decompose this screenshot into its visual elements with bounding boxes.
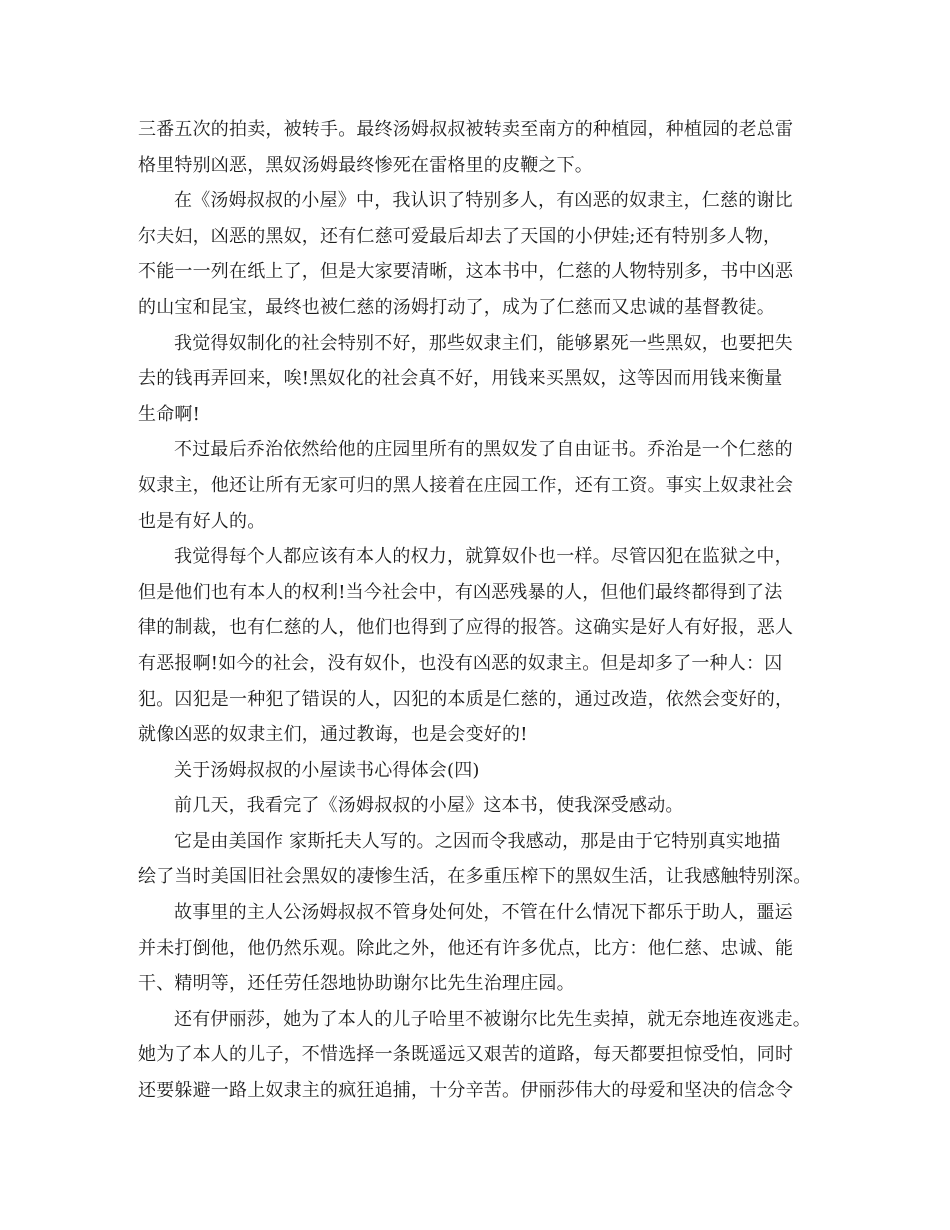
text-line: 奴隶主，他还让所有无家可归的黑人接着在庄园工作，还有工资。事实上奴隶社会	[138, 474, 794, 496]
text-line: 就像凶恶的奴隶主们，通过教诲，也是会变好的!	[138, 724, 528, 746]
text-line: 还要躲避一路上奴隶主的疯狂追捕，十分辛苦。伊丽莎伟大的母爱和坚决的信念令	[138, 1080, 794, 1102]
text-line: 我觉得每个人都应该有本人的权力，就算奴仆也一样。尽管囚犯在监狱之中，	[174, 546, 793, 568]
text-line: 在《汤姆叔叔的小屋》中，我认识了特别多人，有凶恶的奴隶主，仁慈的谢比	[174, 190, 793, 212]
text-line: 还有伊丽莎，她为了本人的儿子哈里不被谢尔比先生卖掉，就无奈地连夜逃走。	[174, 1008, 811, 1030]
text-line: 生命啊!	[138, 403, 201, 425]
text-line: 它是由美国作 家斯托夫人写的。之因而令我感动，那是由于它特别真实地描	[174, 830, 781, 852]
text-line: 三番五次的拍卖，被转手。最终汤姆叔叔被转卖至南方的种植园，种植园的老总雷	[138, 119, 794, 140]
text-line: 律的制裁，也有仁慈的人，他们也得到了应得的报答。这确实是好人有好报，恶人	[138, 617, 794, 639]
text-line: 犯。囚犯是一种犯了错误的人，囚犯的本质是仁慈的，通过改造，依然会变好的，	[138, 688, 794, 710]
text-line: 格里特别凶恶，黑奴汤姆最终惨死在雷格里的皮鞭之下。	[138, 154, 593, 176]
text-line: 也是有好人的。	[138, 510, 266, 532]
text-line: 故事里的主人公汤姆叔叔不管身处何处，不管在什么情况下都乐于助人，噩运	[174, 902, 793, 924]
text-line: 前几天，我看完了《汤姆叔叔的小屋》这本书，使我深受感动。	[174, 795, 684, 817]
text-line: 我觉得奴制化的社会特别不好，那些奴隶主们，能够累死一些黑奴，也要把失	[174, 332, 793, 354]
text-line: 尔夫妇，凶恶的黑奴，还有仁慈可爱最后却去了天国的小伊娃;还有特别多人物，	[138, 225, 782, 247]
text-line: 去的钱再弄回来，唉!黑奴化的社会真不好，用钱来买黑奴，这等因而用钱来衡量	[138, 368, 783, 390]
text-line: 关于汤姆叔叔的小屋读书心得体会(四)	[174, 759, 480, 781]
text-line: 干、精明等，还任劳任怨地协助谢尔比先生治理庄园。	[138, 973, 575, 995]
text-line: 她为了本人的儿子，不惜选择一条既遥远又艰苦的道路，每天都要担惊受怕，同时	[138, 1044, 794, 1066]
text-line: 不能一一列在纸上了，但是大家要清晰，这本书中，仁慈的人物特别多，书中凶恶	[138, 261, 794, 283]
text-line: 但是他们也有本人的权利!当今社会中，有凶恶残暴的人，但他们最终都得到了法	[138, 581, 783, 603]
text-line: 有恶报啊!如今的社会，没有奴仆，也没有凶恶的奴隶主。但是却多了一种人：囚	[138, 652, 783, 674]
text-line: 不过最后乔治依然给他的庄园里所有的黑奴发了自由证书。乔治是一个仁慈的	[174, 439, 793, 461]
document-body	[138, 112, 828, 1109]
text-line: 绘了当时美国旧社会黑奴的凄惨生活，在多重压榨下的黑奴生活，让我感触特别深。	[138, 866, 812, 888]
text-line: 的山宝和昆宝，最终也被仁慈的汤姆打动了，成为了仁慈而又忠诚的基督教徒。	[138, 296, 775, 318]
text-line: 并未打倒他，他仍然乐观。除此之外，他还有许多优点，比方：他仁慈、忠诚、能	[138, 937, 794, 959]
